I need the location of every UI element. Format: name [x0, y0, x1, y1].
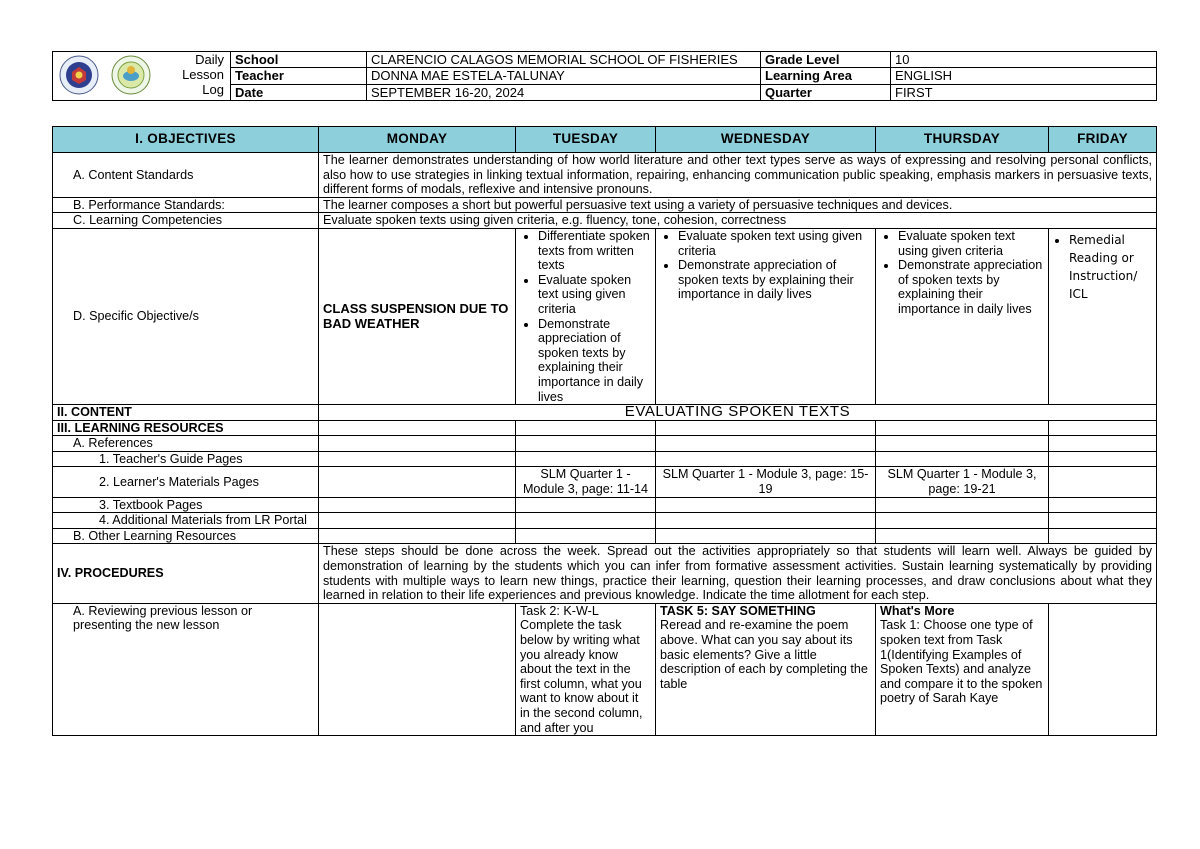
content-standards-text: The learner demonstrates understanding of how world literature and other text types serve as ways of expressing and resolving personal conflicts, also how to use strategies in linking textual information, repairing, enhancing communication public speaking, emphasis markers in persuasive texts, different forms of modals, reflexive and intensive pronouns. — [319, 153, 1157, 198]
col-monday: MONDAY — [319, 127, 516, 153]
quarter-label: Quarter — [761, 84, 891, 100]
teacher-label: Teacher — [231, 68, 367, 84]
col-tuesday: TUESDAY — [516, 127, 656, 153]
friday-objectives — [1049, 228, 1157, 404]
reviewing-thursday-text: Task 1: Choose one type of spoken text from Task 1(Identifying Examples of Spoken Texts) and analyze and compare it to the spoken poetry of Sarah Kaye — [880, 618, 1043, 706]
date-label: Date — [231, 84, 367, 100]
reviewing-wednesday — [656, 603, 876, 735]
reviewing-wednesday-title: TASK 5: SAY SOMETHING — [660, 603, 816, 618]
daily-lesson-log-label — [173, 52, 231, 101]
lesson-log-table — [52, 126, 1157, 736]
list-item: • Evaluate spoken text using given criteria — [678, 229, 871, 258]
lm-thursday: SLM Quarter 1 - Module 3, page: 19-21 — [876, 467, 1049, 497]
performance-standards-label: B. Performance Standards: — [53, 197, 319, 213]
additional-materials-row — [53, 513, 1157, 529]
col-wednesday: WEDNESDAY — [656, 127, 876, 153]
other-resources-label: B. Other Learning Resources — [53, 528, 319, 544]
date-value: SEPTEMBER 16-20, 2024 — [367, 84, 761, 100]
procedures-row — [53, 544, 1157, 603]
list-item: • Differentiate spoken texts from written texts — [538, 229, 651, 273]
learning-competencies-text: Evaluate spoken texts using given criteria, e.g. fluency, tone, cohesion, correctness — [319, 213, 1157, 229]
reviewing-tuesday — [516, 603, 656, 735]
col-friday: FRIDAY — [1049, 127, 1157, 153]
performance-standards-text: The learner composes a short but powerful persuasive text using a variety of persuasive techniques and devices. — [319, 197, 1157, 213]
learning-resources-row — [53, 420, 1157, 436]
learning-competencies-label: C. Learning Competencies — [53, 213, 319, 229]
column-header-row — [53, 127, 1157, 153]
references-label: A. References — [53, 436, 319, 452]
col-objectives: I. OBJECTIVES — [53, 127, 319, 153]
reviewing-tuesday-title: Task 2: K-W-L — [520, 603, 599, 618]
content-standards-row — [53, 153, 1157, 198]
reviewing-thursday-title: What's More — [880, 603, 955, 618]
learning-competencies-row — [53, 213, 1157, 229]
reviewing-wednesday-text: Reread and re-examine the poem above. What can you say about its basic elements? Give a little description of each by completing the table — [660, 618, 868, 691]
grade-level-value: 10 — [891, 52, 1157, 68]
list-item: • Demonstrate appreciation of spoken texts by explaining their importance in daily lives — [898, 258, 1044, 316]
deped-seal-icon — [59, 55, 99, 95]
content-label: II. CONTENT — [53, 405, 319, 421]
logos-cell — [53, 52, 173, 101]
school-label: School — [231, 52, 367, 68]
learning-area-value: ENGLISH — [891, 68, 1157, 84]
school-value: CLARENCIO CALAGOS MEMORIAL SCHOOL OF FISHERIES — [367, 52, 761, 68]
division-seal-icon — [111, 55, 151, 95]
content-standards-label: A. Content Standards — [53, 153, 319, 198]
dll-line-log: Log — [202, 82, 224, 97]
grade-level-label: Grade Level — [761, 52, 891, 68]
performance-standards-row — [53, 197, 1157, 213]
specific-objectives-row — [53, 228, 1157, 404]
references-row — [53, 436, 1157, 452]
content-title: EVALUATING SPOKEN TEXTS — [319, 405, 1157, 421]
dll-line-lesson: Lesson — [182, 67, 224, 82]
lm-wednesday: SLM Quarter 1 - Module 3, page: 15-19 — [656, 467, 876, 497]
tuesday-objectives — [516, 228, 656, 404]
reviewing-tuesday-text: Complete the task below by writing what you already know about the text in the first column, what you want to know about it in the second column, and after you — [520, 618, 643, 735]
dll-line-daily: Daily — [195, 52, 224, 67]
col-thursday: THURSDAY — [876, 127, 1049, 153]
list-item: • Evaluate spoken text using given criteria — [538, 273, 651, 317]
teachers-guide-row — [53, 451, 1157, 467]
lm-tuesday: SLM Quarter 1 - Module 3, page: 11-14 — [516, 467, 656, 497]
procedures-text: These steps should be done across the week. Spread out the activities appropriately so that students will learn well. Always be guided by demonstration of learning by the students which you can infer from formative assessment activities. Sustain learning systematically by providing students with multiple ways to learn new things, practice their learning, question their learning processes, and draw conclusions about what they learned in relation to their life experiences and previous knowledge. Indicate the time allotment for each step. — [319, 544, 1157, 603]
list-item: • Evaluate spoken text using given criteria — [898, 229, 1044, 258]
additional-materials-label: 4. Additional Materials from LR Portal — [53, 513, 319, 529]
reviewing-row — [53, 603, 1157, 735]
learning-resources-label: III. LEARNING RESOURCES — [53, 420, 319, 436]
content-row — [53, 405, 1157, 421]
thursday-objectives — [876, 228, 1049, 404]
header-table — [52, 51, 1157, 101]
teacher-value: DONNA MAE ESTELA-TALUNAY — [367, 68, 761, 84]
learners-materials-label: 2. Learner's Materials Pages — [53, 467, 319, 497]
other-resources-row — [53, 528, 1157, 544]
reviewing-label: A. Reviewing previous lesson or presenting the new lesson — [53, 603, 319, 735]
learners-materials-row — [53, 467, 1157, 497]
list-item: • Demonstrate appreciation of spoken texts by explaining their importance in daily lives — [538, 317, 651, 405]
procedures-label: IV. PROCEDURES — [53, 544, 319, 603]
learning-area-label: Learning Area — [761, 68, 891, 84]
specific-objectives-label: D. Specific Objective/s — [53, 228, 319, 404]
textbook-label: 3. Textbook Pages — [53, 497, 319, 513]
teachers-guide-label: 1. Teacher's Guide Pages — [53, 451, 319, 467]
reviewing-thursday — [876, 603, 1049, 735]
wednesday-objectives — [656, 228, 876, 404]
textbook-row — [53, 497, 1157, 513]
quarter-value: FIRST — [891, 84, 1157, 100]
monday-suspension-note: CLASS SUSPENSION DUE TO BAD WEATHER — [319, 228, 516, 404]
list-item: • Remedial Reading or Instruction/ ICL — [1069, 231, 1152, 303]
list-item: • Demonstrate appreciation of spoken texts by explaining their importance in daily lives — [678, 258, 871, 302]
